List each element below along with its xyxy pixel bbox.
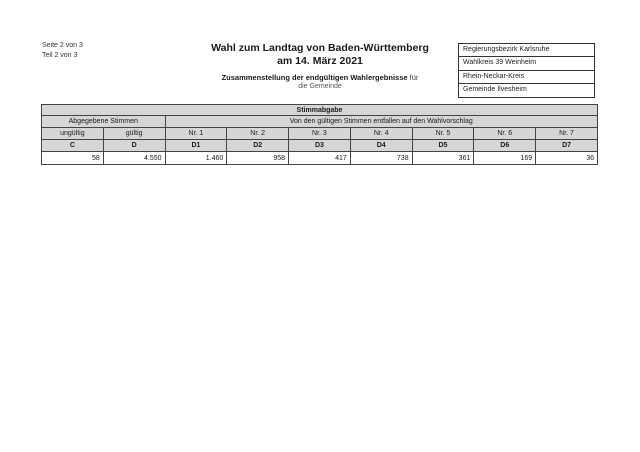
subtitle (140, 73, 500, 82)
page-number: Seite 2 von 3 (42, 42, 83, 49)
code-header: D6 (474, 140, 536, 152)
value-cell: 4.550 (103, 152, 165, 165)
region-row-gemeinde: Gemeinde Ilvesheim (463, 86, 527, 94)
value-cell: 738 (350, 152, 412, 165)
table-values-row (42, 152, 598, 165)
table-title-row (42, 105, 598, 116)
table-code-header-row (42, 140, 598, 152)
code-header: D5 (412, 140, 474, 152)
subtitle-suffix: für (409, 73, 419, 82)
col-header: Nr. 4 (350, 128, 412, 140)
subtitle-line2: die Gemeinde (298, 83, 342, 90)
part-number: Teil 2 von 3 (42, 52, 78, 59)
code-header: D3 (289, 140, 351, 152)
code-header: D7 (536, 140, 598, 152)
group-header-abgegebene: Abgegebene Stimmen (42, 116, 166, 128)
page-title-line2: am 14. März 2021 (277, 54, 363, 67)
col-header: Nr. 5 (412, 128, 474, 140)
value-cell: 361 (412, 152, 474, 165)
col-header: Nr. 3 (289, 128, 351, 140)
title-block (140, 42, 500, 91)
code-header: D1 (165, 140, 227, 152)
value-cell: 58 (42, 152, 104, 165)
value-cell: 1.460 (165, 152, 227, 165)
col-header: Nr. 1 (165, 128, 227, 140)
code-header: D2 (227, 140, 289, 152)
table-group-header-row (42, 116, 598, 128)
value-cell: 169 (474, 152, 536, 165)
col-header: Nr. 2 (227, 128, 289, 140)
col-header: ungültig (42, 128, 104, 140)
region-row-regierungsbezirk: Regierungsbezirk Karlsruhe (459, 44, 594, 57)
page-title-line1: Wahl zum Landtag von Baden-Württemberg (211, 42, 429, 54)
group-header-gueltige: Von den gültigen Stimmen entfallen auf den Wahlvorschlag (165, 116, 597, 128)
region-info-box (458, 43, 595, 98)
value-cell: 417 (289, 152, 351, 165)
col-header: Nr. 6 (474, 128, 536, 140)
code-header: C (42, 140, 104, 152)
page-info (42, 41, 83, 61)
table-column-header-row (42, 128, 598, 140)
col-header: gültig (103, 128, 165, 140)
region-row-kreis: Rhein-Neckar-Kreis (459, 71, 594, 84)
results-table (41, 104, 598, 165)
region-row-wahlkreis: Wahlkreis 39 Weinheim (459, 57, 594, 70)
value-cell: 36 (536, 152, 598, 165)
code-header: D (103, 140, 165, 152)
value-cell: 958 (227, 152, 289, 165)
subtitle-bold: Zusammenstellung der endgültigen Wahlergebnisse (221, 73, 408, 82)
table-title: Stimmabgabe (42, 105, 598, 116)
code-header: D4 (350, 140, 412, 152)
col-header: Nr. 7 (536, 128, 598, 140)
